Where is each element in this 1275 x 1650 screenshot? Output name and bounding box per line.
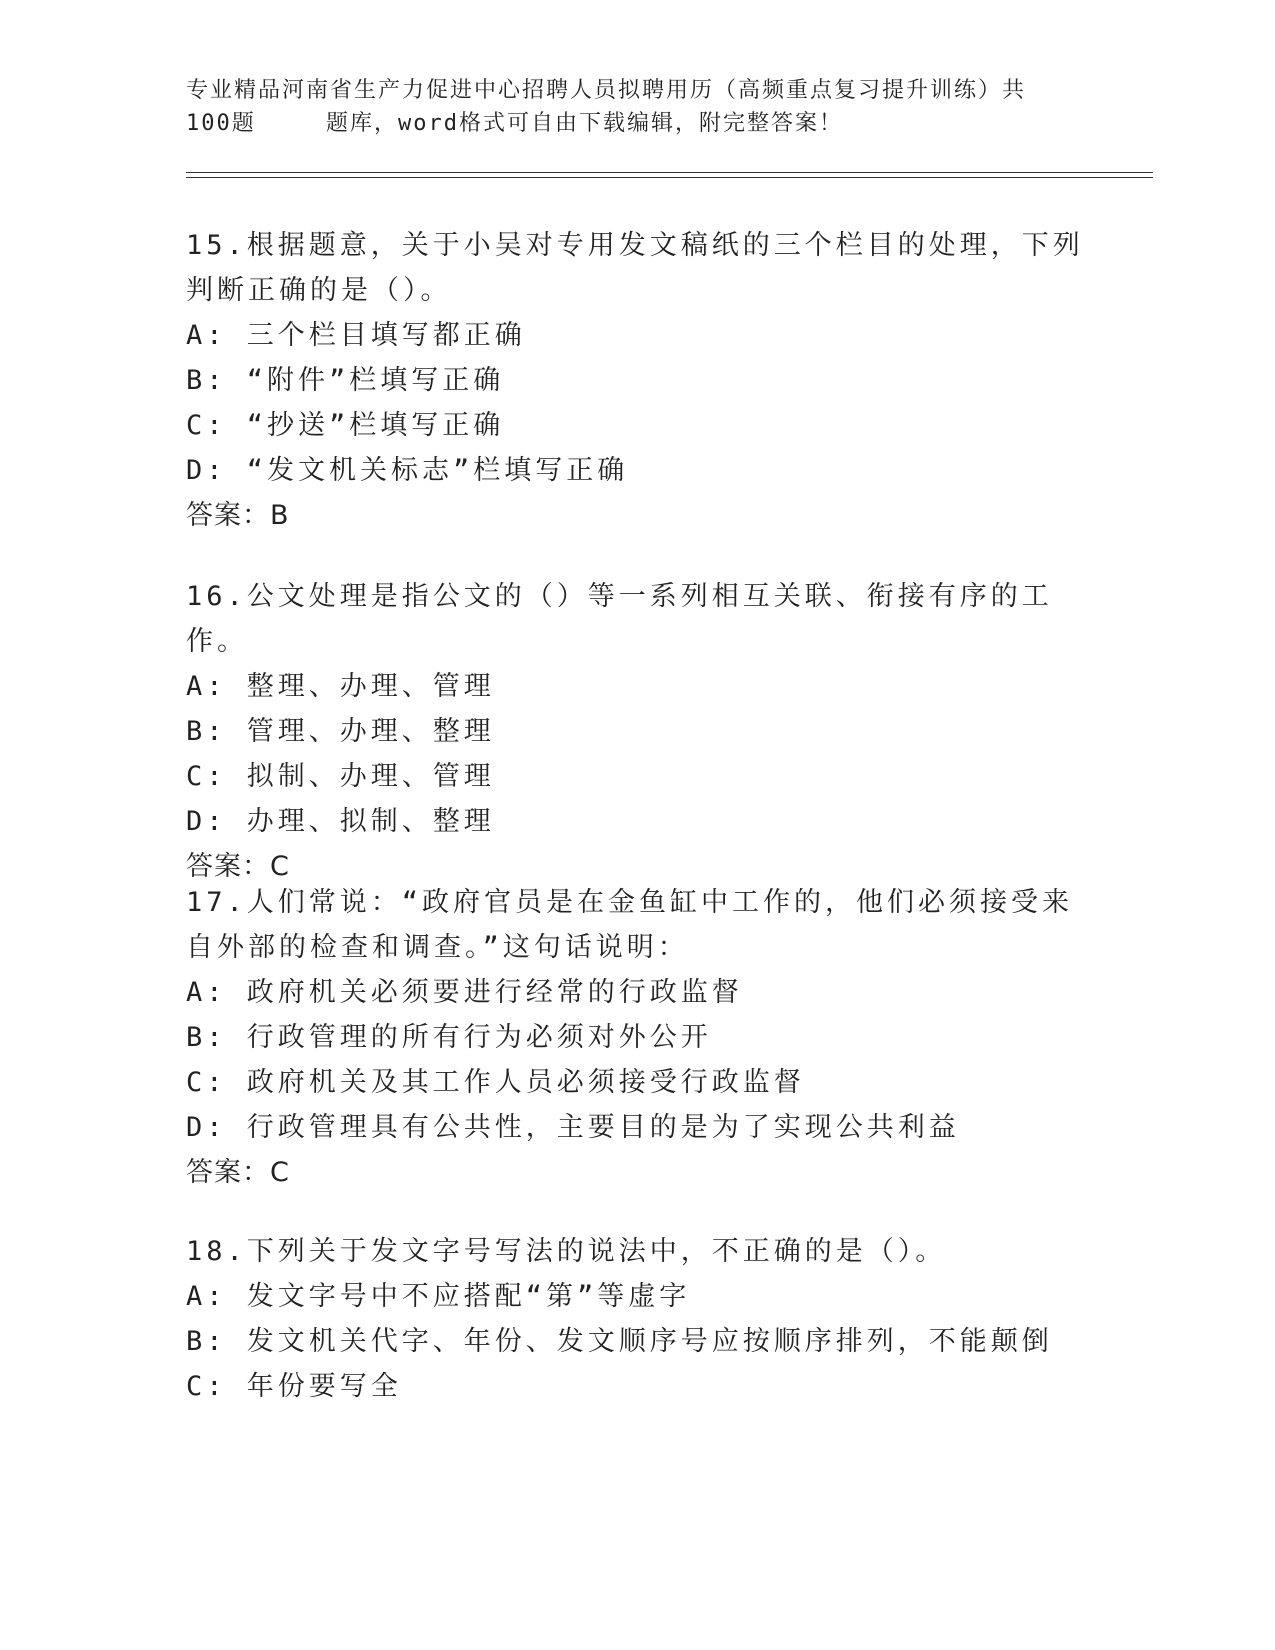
- question-18: [186, 1229, 1086, 1409]
- question-stem: 16.公文处理是指公文的（）等一系列相互关联、衔接有序的工作。: [186, 581, 1053, 657]
- document-header: [186, 74, 1086, 140]
- option-c: C: “抄送”栏填写正确: [186, 410, 505, 441]
- answer: 答案：B: [186, 500, 290, 531]
- option-b: B: 管理、办理、整理: [186, 716, 495, 747]
- question-17: [186, 880, 1086, 1195]
- header-description: 题库，word格式可自由下载编辑，附完整答案！: [326, 111, 843, 136]
- option-b: B: “附件”栏填写正确: [186, 365, 505, 396]
- option-b: B: 行政管理的所有行为必须对外公开: [186, 1022, 712, 1053]
- option-c: C: 年份要写全: [186, 1371, 402, 1402]
- option-b: B: 发文机关代字、年份、发文顺序号应按顺序排列，不能颠倒: [186, 1326, 1053, 1357]
- answer: 答案：C: [186, 1157, 290, 1188]
- option-a: A: 三个栏目填写都正确: [186, 320, 526, 351]
- header-divider-top: [186, 172, 1153, 173]
- question-stem: 18.下列关于发文字号写法的说法中，不正确的是（）。: [186, 1236, 947, 1267]
- header-divider-bottom: [186, 177, 1153, 178]
- header-subtitle-line: [186, 107, 1086, 140]
- option-a: A: 政府机关必须要进行经常的行政监督: [186, 977, 743, 1008]
- option-a: A: 整理、办理、管理: [186, 671, 495, 702]
- option-d: D: 办理、拟制、整理: [186, 806, 495, 837]
- option-a: A: 发文字号中不应搭配“第”等虚字: [186, 1281, 691, 1312]
- answer: 答案：C: [186, 851, 290, 882]
- option-d: D: 行政管理具有公共性，主要目的是为了实现公共利益: [186, 1112, 960, 1143]
- question-stem: 15.根据题意，关于小吴对专用发文稿纸的三个栏目的处理，下列判断正确的是（）。: [186, 230, 1084, 306]
- option-c: C: 拟制、办理、管理: [186, 761, 495, 792]
- header-question-count: 100题: [186, 111, 256, 136]
- header-title-line: 专业精品河南省生产力促进中心招聘人员拟聘用历（高频重点复习提升训练）共: [186, 78, 1027, 103]
- question-15: [186, 223, 1086, 538]
- question-stem: 17.人们常说：“政府官员是在金鱼缸中工作的，他们必须接受来自外部的检查和调查。”这句话说明：: [186, 887, 1074, 963]
- question-16: [186, 574, 1086, 889]
- option-d: D: “发文机关标志”栏填写正确: [186, 455, 629, 486]
- option-c: C: 政府机关及其工作人员必须接受行政监督: [186, 1067, 805, 1098]
